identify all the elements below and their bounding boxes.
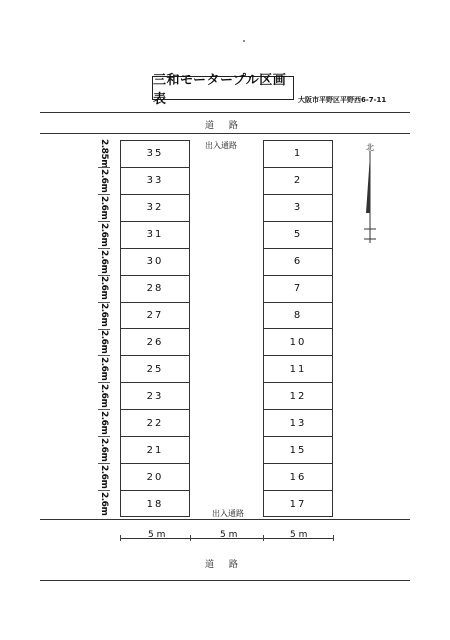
row-width-label: 2.6m [99, 357, 109, 381]
parking-space-left-7: 26 [121, 330, 189, 357]
row-width-tick [98, 329, 110, 330]
parking-space-right-11: 15 [264, 437, 332, 464]
parking-space-right-2: 3 [264, 195, 332, 222]
row-width-label: 2.6m [99, 276, 109, 300]
row-width-tick [98, 382, 110, 383]
ruler-tick [333, 535, 334, 541]
speck [243, 40, 245, 42]
parking-column-left [120, 140, 190, 517]
parking-space-right-1: 2 [264, 168, 332, 195]
row-width-tick [98, 248, 110, 249]
road-top-label: 道 路 [205, 121, 244, 131]
parking-space-right-10: 13 [264, 410, 332, 437]
parking-space-left-9: 23 [121, 383, 189, 410]
parking-space-left-1: 33 [121, 168, 189, 195]
row-width-label: 2.6m [99, 411, 109, 435]
row-width-tick [98, 167, 110, 168]
row-width-label: 2.6m [99, 303, 109, 327]
parking-space-right-6: 8 [264, 303, 332, 330]
row-width-tick [98, 490, 110, 491]
address-underline [40, 112, 410, 113]
row-width-label: 2.6m [99, 438, 109, 462]
row-width-label: 2.6m [99, 195, 109, 219]
parking-space-left-2: 32 [121, 195, 189, 222]
north-arrow-icon [358, 143, 388, 253]
row-width-tick [98, 221, 110, 222]
ruler-tick [263, 535, 264, 541]
row-width-label: 2.6m [99, 464, 109, 489]
row-width-tick [98, 275, 110, 276]
parking-space-left-0: 35 [121, 141, 189, 168]
parking-space-right-5: 7 [264, 276, 332, 303]
parking-space-left-12: 20 [121, 464, 189, 491]
parking-space-right-0: 1 [264, 141, 332, 168]
row-width-label: 2.6m [99, 491, 109, 516]
address: 大阪市平野区平野西6-7-11 [298, 96, 387, 104]
parking-space-right-7: 10 [264, 330, 332, 357]
parking-space-left-5: 28 [121, 276, 189, 303]
row-width-tick [98, 409, 110, 410]
parking-space-right-9: 12 [264, 383, 332, 410]
document-title: 三和モータープル区画表 [152, 76, 294, 100]
row-width-tick [98, 194, 110, 195]
width-dim-center: 5 m [220, 530, 238, 540]
parking-space-left-3: 31 [121, 222, 189, 249]
exit-top-label: 出入通路 [205, 141, 237, 150]
parking-space-left-10: 22 [121, 410, 189, 437]
row-width-tick [98, 436, 110, 437]
row-width-label: 2.6m [99, 222, 109, 246]
parking-space-right-4: 6 [264, 249, 332, 276]
parking-space-left-11: 21 [121, 437, 189, 464]
row-width-label: 2.85m [99, 138, 109, 169]
parking-space-left-6: 27 [121, 303, 189, 330]
parking-space-right-13: 17 [289, 499, 307, 511]
exit-bottom-label: 出入通路 [212, 509, 244, 518]
row-width-tick [98, 463, 110, 464]
row-width-label: 2.6m [99, 330, 109, 354]
road-bottom-label: 道 路 [205, 560, 244, 570]
row-width-tick [98, 302, 110, 303]
row-width-label: 2.6m [99, 249, 109, 273]
parking-column-right [263, 140, 333, 517]
row-width-label: 2.6m [99, 168, 109, 193]
width-dim-left: 5 m [148, 530, 166, 540]
parking-space-left-13: 18 [146, 499, 164, 511]
parking-space-left-8: 25 [121, 356, 189, 383]
row-width-label: 2.6m [99, 384, 109, 408]
parking-space-right-12: 16 [264, 464, 332, 491]
north-label: 北 [366, 143, 374, 152]
road-bottom-line-upper [40, 519, 410, 520]
ruler-tick [190, 535, 191, 541]
width-dim-right: 5 m [290, 530, 308, 540]
parking-space-right-3: 5 [264, 222, 332, 249]
row-width-tick [98, 355, 110, 356]
parking-space-left-4: 30 [121, 249, 189, 276]
road-top-line [40, 133, 410, 134]
road-bottom-line [40, 580, 410, 581]
parking-space-right-8: 11 [264, 356, 332, 383]
ruler-tick [120, 535, 121, 541]
